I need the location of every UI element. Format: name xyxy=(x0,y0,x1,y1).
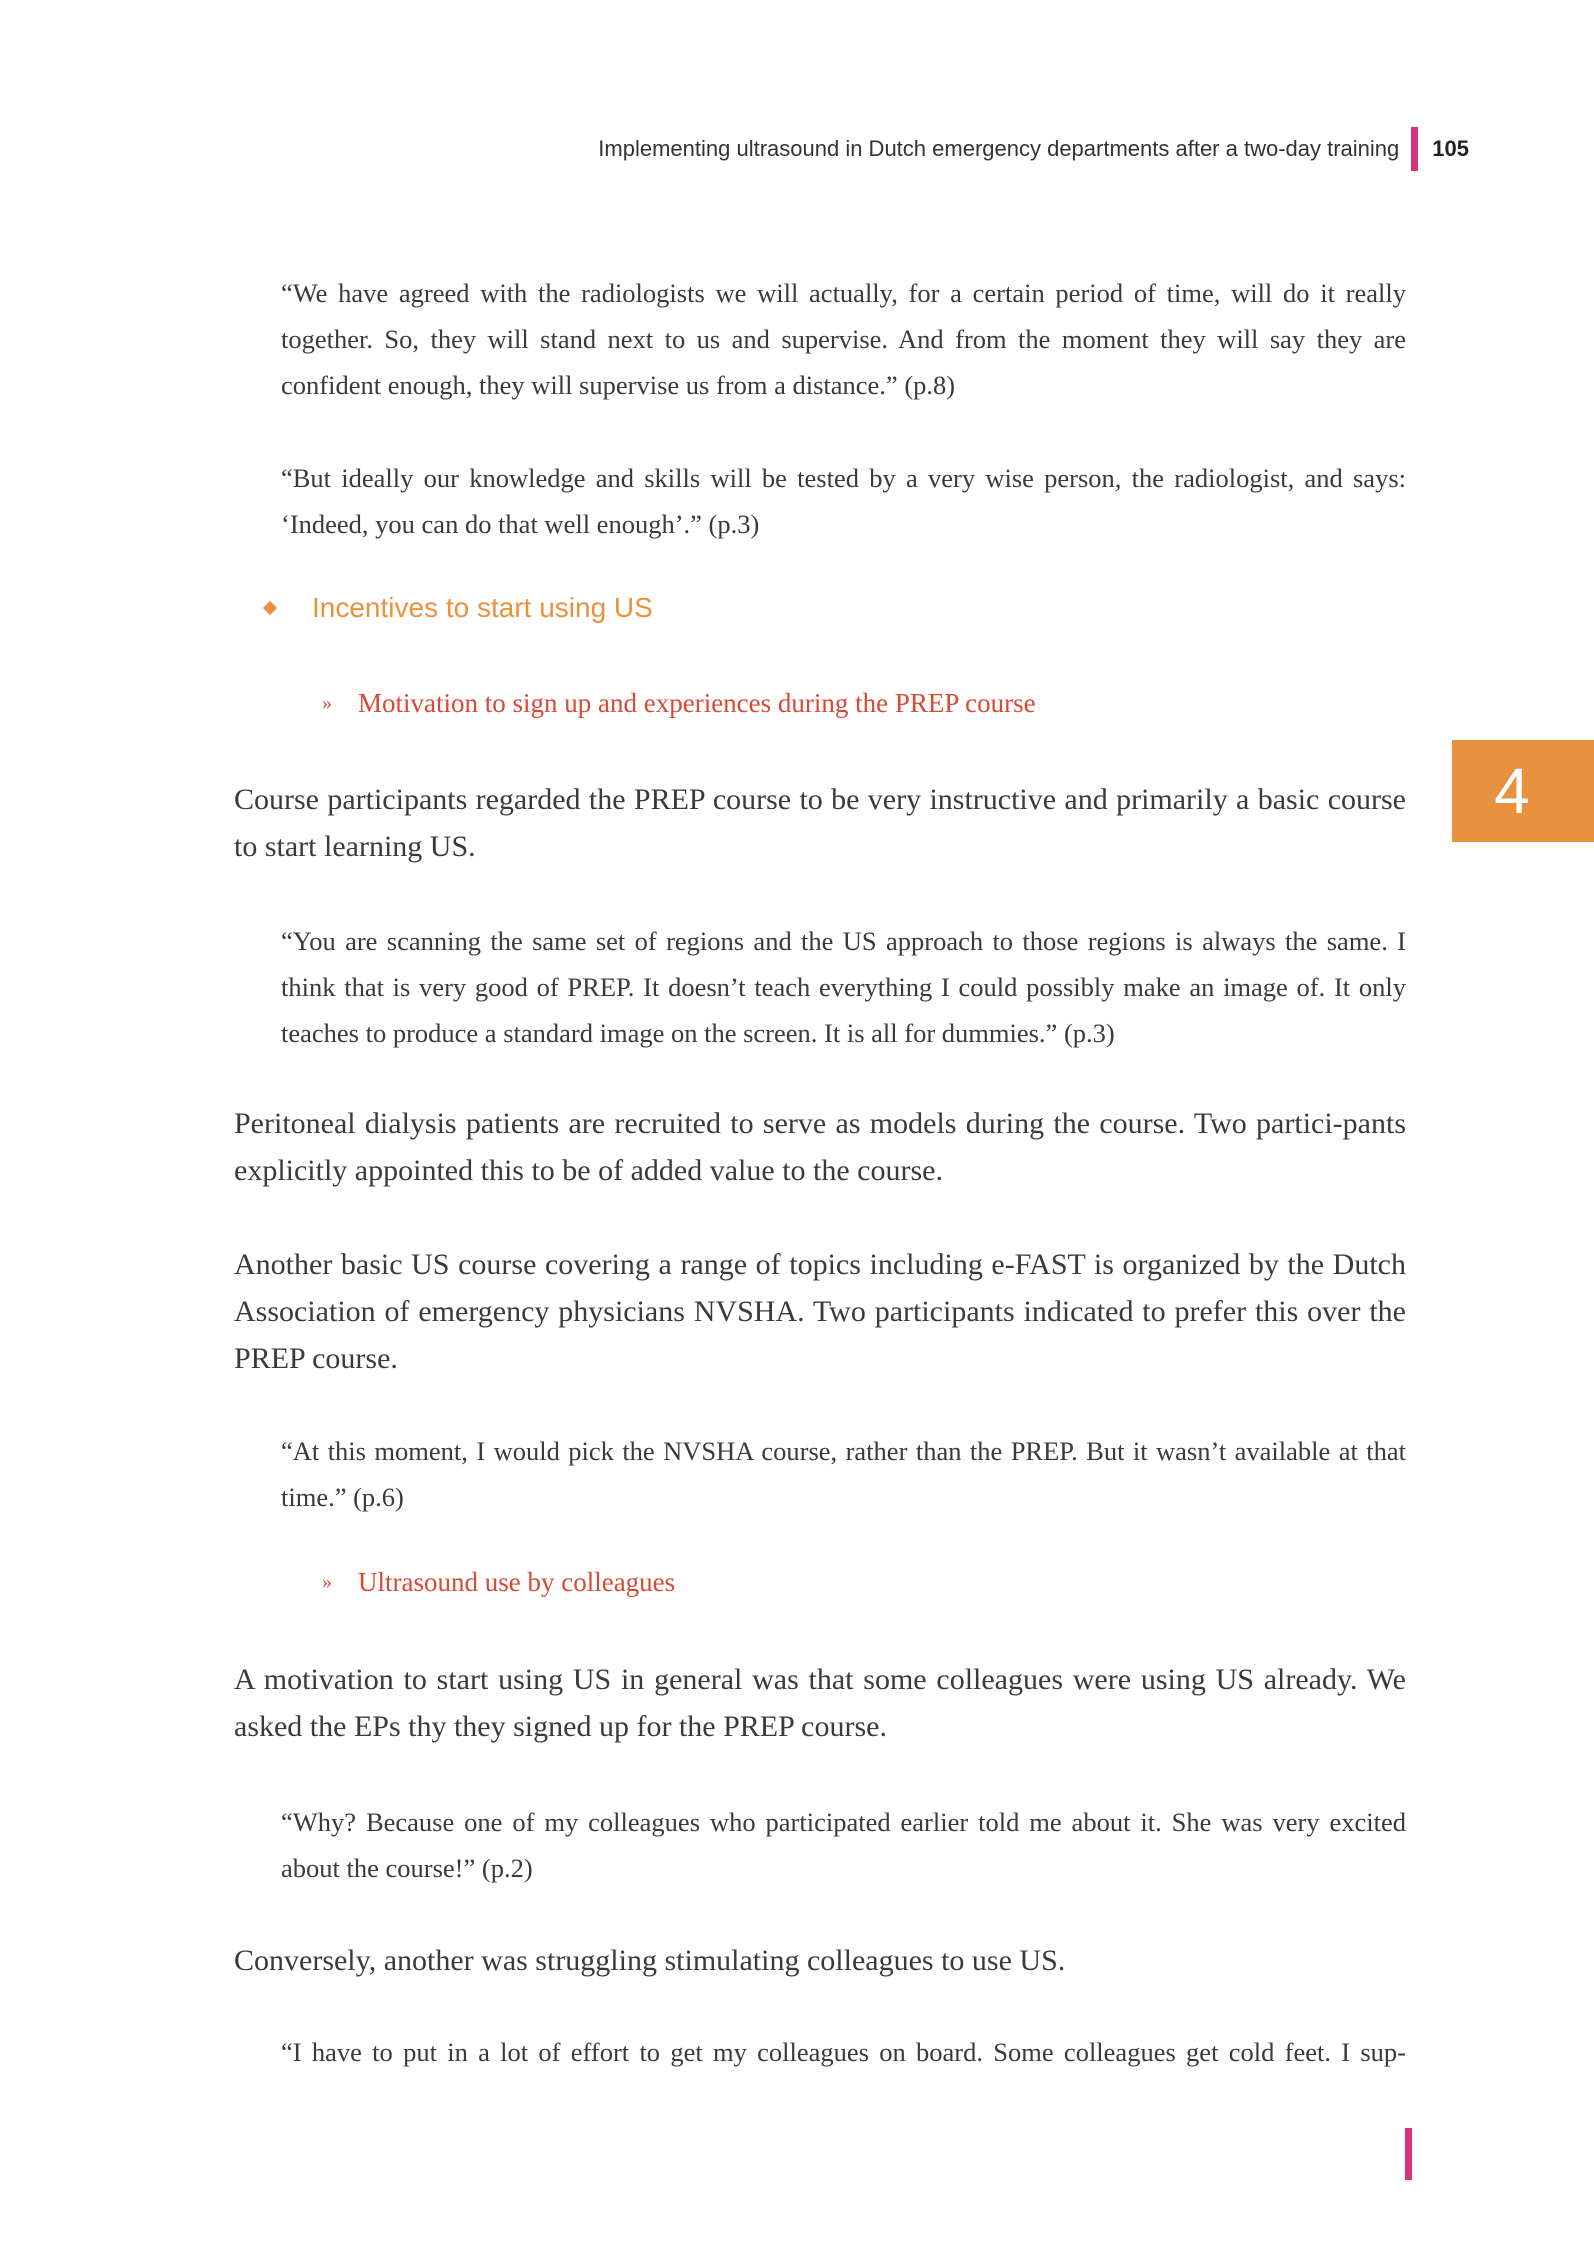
header-accent-bar xyxy=(1411,127,1418,171)
guillemet-marker-icon: » xyxy=(322,692,332,714)
quote-block: “You are scanning the same set of regions and the US approach to those regions is always the same. I think that is very good of PREP. It doesn’t teach everything I could possibly make an image of. It only teaches to produce a standard image on the screen. It is all for dummies.” (p.3) xyxy=(281,926,1406,1048)
chapter-number: 4 xyxy=(1494,755,1530,827)
chapter-tab xyxy=(1452,740,1594,842)
subsection-heading-text: Motivation to sign up and experiences during the PREP course xyxy=(358,688,1036,718)
subsection-heading xyxy=(322,1567,675,1598)
page-number: 105 xyxy=(1432,136,1469,161)
body-paragraph: A motivation to start using US in general was that some colleagues were using US already. We asked the EPs thy they signed up for the PREP course. xyxy=(234,1663,1406,1743)
quote-block: “We have agreed with the radiologists we will actually, for a certain period of time, will do it really together. So, they will stand next to us and supervise. And from the moment they will say they are confident enough, they will supervise us from a distance.” (p.8) xyxy=(281,278,1406,400)
diamond-bullet-icon xyxy=(263,601,277,615)
quote-block: “Why? Because one of my colleagues who participated earlier told me about it. She was very excited about the course!” (p.2) xyxy=(281,1807,1406,1883)
subsection-heading-text: Ultrasound use by colleagues xyxy=(358,1567,676,1597)
quote-block: “But ideally our knowledge and skills will be tested by a very wise person, the radiologist, and says: ‘Indeed, you can do that well enough’.” (p.3) xyxy=(281,463,1406,539)
running-header xyxy=(598,128,1469,170)
running-title: Implementing ultrasound in Dutch emergency departments after a two-day training xyxy=(598,136,1400,161)
quote-block: “I have to put in a lot of effort to get my colleagues on board. Some colleagues get cold feet. I sup- xyxy=(281,2037,1406,2067)
body-paragraph: Peritoneal dialysis patients are recruited to serve as models during the course. Two partici-pants explicitly appointed this to be of added value to the course. xyxy=(234,1107,1406,1187)
body-paragraph: Another basic US course covering a range of topics including e-FAST is organized by the Dutch Association of emergency physicians NVSHA. Two participants indicated to prefer this over the PREP course. xyxy=(234,1248,1406,1375)
body-paragraph: Course participants regarded the PREP course to be very instructive and primarily a basic course to start learning US. xyxy=(234,783,1406,863)
subsection-heading xyxy=(322,688,1036,719)
section-heading-text: Incentives to start using US xyxy=(312,592,653,623)
footer-accent-bar xyxy=(1405,2128,1412,2180)
quote-block: “At this moment, I would pick the NVSHA course, rather than the PREP. But it wasn’t available at that time.” (p.6) xyxy=(281,1436,1406,1512)
guillemet-marker-icon: » xyxy=(322,1571,332,1593)
section-heading xyxy=(265,592,653,624)
body-paragraph: Conversely, another was struggling stimulating colleagues to use US. xyxy=(234,1944,1066,1977)
